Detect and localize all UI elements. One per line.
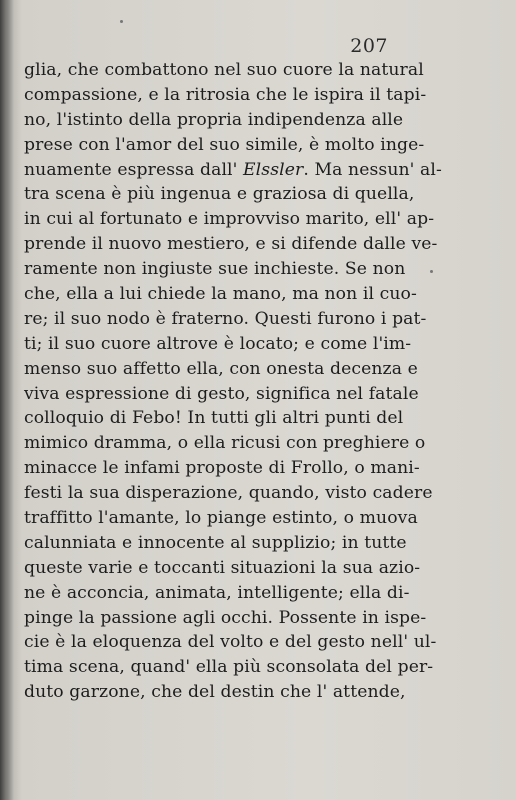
text-line: prese con l'amor del suo simile, è molto inge- — [24, 134, 425, 155]
text-line: tima scena, quand' ella più sconsolata del per- — [24, 657, 434, 678]
text-line: compassione, e la ritrosia che le ispira il tapi- — [24, 84, 427, 105]
text-line: mimico dramma, o ella ricusi con preghiere o — [24, 433, 426, 454]
text-line: glia, che combattono nel suo cuore la natural — [24, 60, 424, 80]
paper-speck — [430, 270, 433, 273]
text-line: in cui al fortunato e improvviso marito, ell' ap- — [24, 209, 435, 230]
text-line: che, ella a lui chiede la mano, ma non il cuo- — [24, 284, 417, 305]
text-line: pinge la passione agli occhi. Possente in ispe- — [24, 607, 427, 628]
text-line: duto garzone, che del destin che l' attende, — [24, 682, 406, 703]
text-line: traffitto l'amante, lo piange estinto, o muova — [24, 508, 418, 529]
text-line: ne è acconcia, animata, intelligente; ella di- — [24, 582, 410, 603]
text-line: viva espressione di gesto, significa nel fatale — [24, 383, 419, 404]
text-line: menso suo affetto ella, con onesta decenza e — [24, 358, 418, 379]
text-line: minacce le infami proposte di Frollo, o mani- — [24, 458, 420, 479]
book-spine-shadow — [0, 0, 14, 800]
paper-speck — [120, 20, 123, 23]
page-number: 207 — [350, 35, 388, 57]
text-line: tra scena è più ingenua e graziosa di quella, — [24, 184, 415, 205]
text-line: colloquio di Febo! In tutti gli altri punti del — [24, 408, 404, 429]
text-line: nuamente espressa dall' Elssler. Ma nessun' al- — [24, 159, 442, 180]
body-text — [24, 58, 442, 705]
text-line: prende il nuovo mestiero, e si difende dalle ve- — [24, 234, 438, 255]
text-line: ramente non ingiuste sue inchieste. Se non — [24, 259, 406, 280]
text-line: re; il suo nodo è fraterno. Questi furono i pat- — [24, 308, 427, 329]
text-line: calunniata e innocente al supplizio; in tutte — [24, 532, 407, 553]
text-line: queste varie e toccanti situazioni la sua azio- — [24, 557, 421, 578]
text-line: cie è la eloquenza del volto e del gesto nell' ul- — [24, 632, 437, 653]
italic-name: Elssler — [243, 159, 304, 180]
text-line: ti; il suo cuore altrove è locato; e come l'im- — [24, 333, 412, 354]
text-line: festi la sua disperazione, quando, visto cadere — [24, 483, 433, 504]
text-line: no, l'istinto della propria indipendenza alle — [24, 109, 404, 130]
